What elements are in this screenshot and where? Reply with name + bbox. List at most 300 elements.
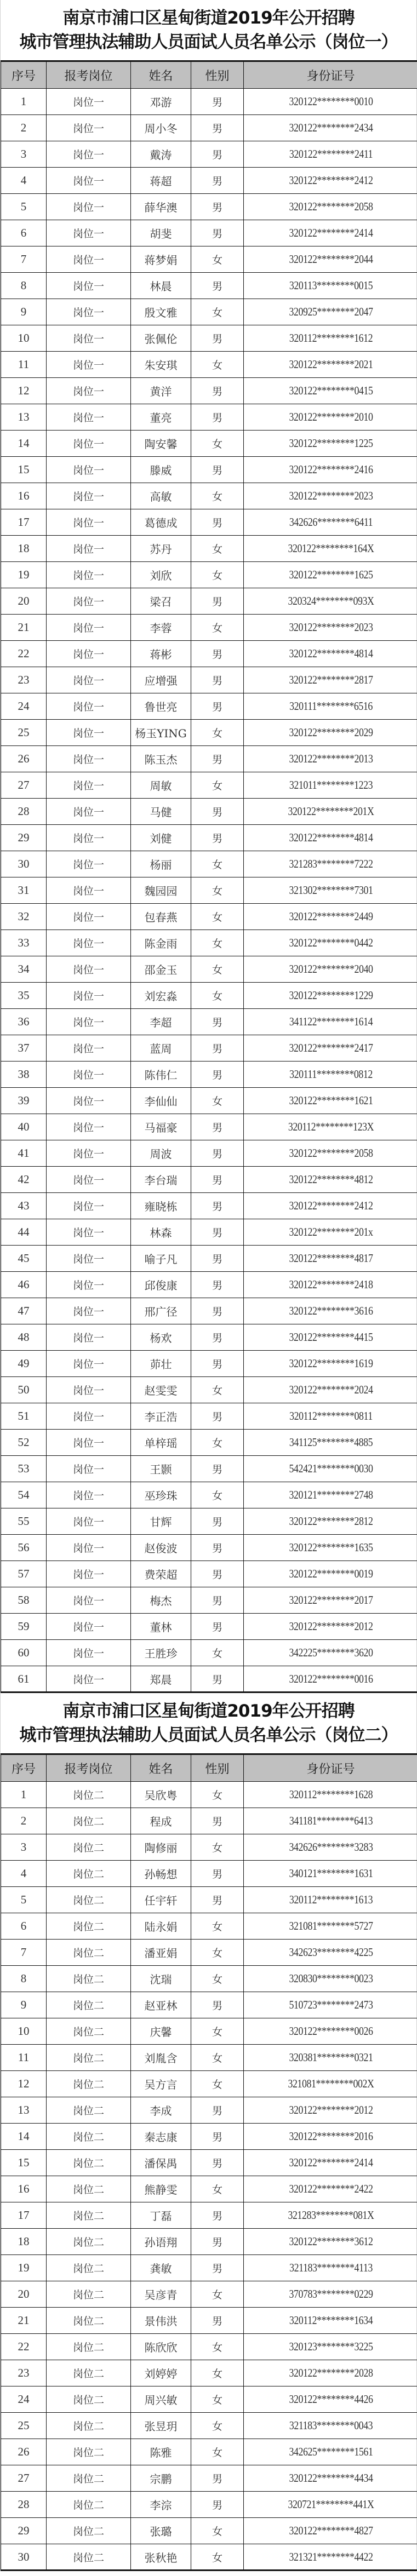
cell-id-number: 320122********2417 bbox=[256, 1035, 404, 1062]
cell-id-number: 342623********4225 bbox=[256, 1940, 404, 1966]
cell-post: 岗位一 bbox=[47, 273, 131, 299]
table-row bbox=[1, 2544, 417, 2571]
cell-name: 朱安琪 bbox=[131, 352, 191, 378]
cell-post: 岗位一 bbox=[47, 1219, 131, 1246]
cell-name: 陈金雨 bbox=[131, 930, 191, 956]
cell-seq: 59 bbox=[1, 1614, 47, 1640]
cell-post: 岗位一 bbox=[47, 667, 131, 693]
cell-post: 岗位二 bbox=[47, 2465, 131, 2492]
table-row bbox=[1, 667, 417, 693]
cell-id-number: 320122********1625 bbox=[256, 562, 404, 588]
cell-id-number: 321081********002X bbox=[256, 2071, 404, 2097]
cell-id-number: 320122********0016 bbox=[256, 1666, 404, 1693]
cell-post: 岗位一 bbox=[47, 168, 131, 194]
cell-gender: 女 bbox=[191, 956, 244, 983]
table-row bbox=[1, 2439, 417, 2465]
cell-seq: 7 bbox=[1, 1940, 47, 1966]
cell-name: 丁磊 bbox=[131, 2202, 191, 2229]
cell-gender: 男 bbox=[191, 588, 244, 615]
cell-seq: 56 bbox=[1, 1535, 47, 1561]
cell-gender: 男 bbox=[191, 1272, 244, 1298]
cell-post: 岗位一 bbox=[47, 352, 131, 378]
cell-id-number: 320122********1619 bbox=[256, 1351, 404, 1377]
table-row bbox=[1, 220, 417, 246]
cell-id-number: 320122********4426 bbox=[256, 2386, 404, 2413]
table-row bbox=[1, 89, 417, 115]
cell-name: 葛德成 bbox=[131, 509, 191, 536]
cell-id-number: 320122********2817 bbox=[256, 667, 404, 693]
cell-seq: 61 bbox=[1, 1666, 47, 1693]
cell-seq: 20 bbox=[1, 588, 47, 615]
cell-seq: 14 bbox=[1, 2124, 47, 2150]
cell-gender: 女 bbox=[191, 352, 244, 378]
cell-seq: 3 bbox=[1, 141, 47, 168]
table-row bbox=[1, 1808, 417, 1834]
cell-id-number: 320122********4812 bbox=[256, 1167, 404, 1193]
cell-seq: 29 bbox=[1, 825, 47, 851]
cell-post: 岗位二 bbox=[47, 2018, 131, 2045]
cell-seq: 44 bbox=[1, 1219, 47, 1246]
cell-seq: 53 bbox=[1, 1456, 47, 1482]
cell-id-number: 341181********6413 bbox=[256, 1808, 404, 1834]
table-row bbox=[1, 483, 417, 509]
cell-seq: 22 bbox=[1, 2334, 47, 2360]
cell-post: 岗位一 bbox=[47, 1324, 131, 1351]
header-name: 姓名 bbox=[131, 61, 191, 89]
cell-post: 岗位二 bbox=[47, 2518, 131, 2544]
cell-gender: 女 bbox=[191, 1782, 244, 1808]
table-row bbox=[1, 2176, 417, 2202]
cell-post: 岗位二 bbox=[47, 2071, 131, 2097]
table-row bbox=[1, 1561, 417, 1587]
cell-id-number: 320324********093X bbox=[256, 588, 404, 615]
cell-id-number: 320122********2024 bbox=[256, 1377, 404, 1403]
cell-gender: 男 bbox=[191, 194, 244, 220]
cell-post: 岗位一 bbox=[47, 1482, 131, 1508]
cell-gender: 女 bbox=[191, 2045, 244, 2071]
cell-post: 岗位二 bbox=[47, 1913, 131, 1940]
cell-id-number: 321321********4422 bbox=[256, 2544, 404, 2571]
cell-name: 赵亚林 bbox=[131, 1992, 191, 2018]
cell-seq: 58 bbox=[1, 1587, 47, 1614]
cell-gender: 男 bbox=[191, 746, 244, 772]
cell-name: 杨玉YING bbox=[131, 720, 191, 746]
cell-id-number: 342626********3283 bbox=[256, 1834, 404, 1861]
cell-name: 张昱玥 bbox=[131, 2413, 191, 2439]
cell-post: 岗位一 bbox=[47, 536, 131, 562]
cell-post: 岗位一 bbox=[47, 1403, 131, 1430]
table-row bbox=[1, 404, 417, 431]
cell-gender: 男 bbox=[191, 1614, 244, 1640]
table-row bbox=[1, 457, 417, 483]
cell-post: 岗位一 bbox=[47, 325, 131, 352]
cell-seq: 47 bbox=[1, 1298, 47, 1324]
cell-post: 岗位二 bbox=[47, 2176, 131, 2202]
table-row bbox=[1, 509, 417, 536]
cell-seq: 55 bbox=[1, 1508, 47, 1535]
cell-gender: 男 bbox=[191, 1140, 244, 1167]
cell-id-number: 321283********7222 bbox=[256, 851, 404, 877]
cell-name: 包春燕 bbox=[131, 904, 191, 930]
cell-post: 岗位一 bbox=[47, 825, 131, 851]
cell-id-number: 320121********2748 bbox=[256, 1482, 404, 1508]
section-post-1 bbox=[1, 0, 416, 1693]
cell-gender: 男 bbox=[191, 799, 244, 825]
table-row bbox=[1, 141, 417, 168]
cell-post: 岗位一 bbox=[47, 588, 131, 615]
cell-gender: 男 bbox=[191, 273, 244, 299]
cell-seq: 26 bbox=[1, 2439, 47, 2465]
cell-id-number: 320122********2412 bbox=[256, 168, 404, 194]
cell-post: 岗位一 bbox=[47, 1193, 131, 1219]
cell-gender: 女 bbox=[191, 1913, 244, 1940]
cell-seq: 16 bbox=[1, 2176, 47, 2202]
header-id-number: 身份证号 bbox=[244, 61, 417, 89]
cell-seq: 8 bbox=[1, 1966, 47, 1992]
cell-id-number: 542421********0030 bbox=[256, 1456, 404, 1482]
cell-name: 林晨 bbox=[131, 273, 191, 299]
cell-seq: 15 bbox=[1, 457, 47, 483]
cell-gender: 男 bbox=[191, 1298, 244, 1324]
cell-seq: 19 bbox=[1, 562, 47, 588]
cell-post: 岗位一 bbox=[47, 641, 131, 667]
cell-seq: 34 bbox=[1, 956, 47, 983]
table-row bbox=[1, 2308, 417, 2334]
cell-name: 孙语翔 bbox=[131, 2229, 191, 2255]
table-row bbox=[1, 194, 417, 220]
cell-id-number: 320122********2010 bbox=[256, 404, 404, 431]
cell-name: 刘健 bbox=[131, 825, 191, 851]
cell-gender: 男 bbox=[191, 667, 244, 693]
cell-seq: 29 bbox=[1, 2518, 47, 2544]
table-body bbox=[1, 1782, 417, 2571]
cell-seq: 52 bbox=[1, 1430, 47, 1456]
cell-post: 岗位二 bbox=[47, 2229, 131, 2255]
cell-seq: 38 bbox=[1, 1062, 47, 1088]
cell-id-number: 320122********0026 bbox=[256, 2018, 404, 2045]
cell-id-number: 320122********2016 bbox=[256, 2124, 404, 2150]
table-row bbox=[1, 2071, 417, 2097]
cell-seq: 18 bbox=[1, 536, 47, 562]
table-header-row bbox=[1, 61, 417, 89]
cell-id-number: 320112********1613 bbox=[256, 1887, 404, 1913]
cell-name: 潘亚娟 bbox=[131, 1940, 191, 1966]
table-row bbox=[1, 930, 417, 956]
table-row bbox=[1, 2360, 417, 2386]
cell-name: 陶修丽 bbox=[131, 1834, 191, 1861]
cell-gender: 男 bbox=[191, 1403, 244, 1430]
cell-post: 岗位一 bbox=[47, 877, 131, 904]
cell-id-number: 342625********1561 bbox=[256, 2439, 404, 2465]
header-gender: 性别 bbox=[191, 61, 244, 89]
cell-post: 岗位二 bbox=[47, 2097, 131, 2124]
table-row bbox=[1, 168, 417, 194]
cell-id-number: 320123********3225 bbox=[256, 2334, 404, 2360]
cell-gender: 男 bbox=[191, 1508, 244, 1535]
table-row bbox=[1, 2386, 417, 2413]
cell-post: 岗位一 bbox=[47, 720, 131, 746]
table-row bbox=[1, 1992, 417, 2018]
cell-post: 岗位二 bbox=[47, 2413, 131, 2439]
cell-gender: 男 bbox=[191, 220, 244, 246]
cell-name: 周波 bbox=[131, 1140, 191, 1167]
table-row bbox=[1, 2334, 417, 2360]
candidate-table-post-2 bbox=[1, 1753, 417, 2571]
table-row bbox=[1, 1193, 417, 1219]
cell-post: 岗位一 bbox=[47, 299, 131, 325]
cell-seq: 49 bbox=[1, 1351, 47, 1377]
cell-gender: 男 bbox=[191, 1193, 244, 1219]
cell-name: 景伟洪 bbox=[131, 2308, 191, 2334]
cell-gender: 男 bbox=[191, 2097, 244, 2124]
cell-gender: 男 bbox=[191, 1535, 244, 1561]
cell-id-number: 340121********1631 bbox=[256, 1861, 404, 1887]
cell-post: 岗位一 bbox=[47, 1456, 131, 1482]
cell-name: 龚敏 bbox=[131, 2255, 191, 2281]
cell-name: 雍晓栋 bbox=[131, 1193, 191, 1219]
cell-seq: 13 bbox=[1, 2097, 47, 2124]
table-row bbox=[1, 615, 417, 641]
cell-id-number: 320112********1612 bbox=[256, 325, 404, 352]
cell-gender: 女 bbox=[191, 562, 244, 588]
cell-gender: 男 bbox=[191, 141, 244, 168]
cell-seq: 23 bbox=[1, 667, 47, 693]
table-row bbox=[1, 1834, 417, 1861]
cell-id-number: 320122********201x bbox=[256, 1219, 404, 1246]
cell-post: 岗位一 bbox=[47, 1351, 131, 1377]
cell-name: 周小冬 bbox=[131, 115, 191, 141]
table-row bbox=[1, 983, 417, 1009]
cell-id-number: 320122********2422 bbox=[256, 2176, 404, 2202]
cell-gender: 女 bbox=[191, 983, 244, 1009]
cell-id-number: 320122********4827 bbox=[256, 2518, 404, 2544]
cell-id-number: 320122********2449 bbox=[256, 904, 404, 930]
cell-seq: 25 bbox=[1, 2413, 47, 2439]
table-row bbox=[1, 2413, 417, 2439]
cell-name: 任宇轩 bbox=[131, 1887, 191, 1913]
cell-seq: 2 bbox=[1, 1808, 47, 1834]
cell-post: 岗位一 bbox=[47, 1508, 131, 1535]
cell-seq: 14 bbox=[1, 431, 47, 457]
cell-seq: 9 bbox=[1, 299, 47, 325]
cell-gender: 女 bbox=[191, 2071, 244, 2097]
table-row bbox=[1, 378, 417, 404]
cell-seq: 4 bbox=[1, 1861, 47, 1887]
table-row bbox=[1, 1430, 417, 1456]
cell-name: 熊静雯 bbox=[131, 2176, 191, 2202]
cell-seq: 36 bbox=[1, 1009, 47, 1035]
header-gender: 性别 bbox=[191, 1754, 244, 1782]
cell-name: 张璐 bbox=[131, 2518, 191, 2544]
cell-gender: 女 bbox=[191, 2018, 244, 2045]
cell-gender: 男 bbox=[191, 641, 244, 667]
cell-name: 单梓瑶 bbox=[131, 1430, 191, 1456]
cell-name: 鲁世亮 bbox=[131, 693, 191, 720]
cell-id-number: 320122********0442 bbox=[256, 930, 404, 956]
table-row bbox=[1, 1587, 417, 1614]
table-row bbox=[1, 2097, 417, 2124]
cell-id-number: 320122********0415 bbox=[256, 378, 404, 404]
cell-name: 滕威 bbox=[131, 457, 191, 483]
cell-seq: 31 bbox=[1, 877, 47, 904]
cell-post: 岗位一 bbox=[47, 956, 131, 983]
cell-id-number: 320122********4814 bbox=[256, 641, 404, 667]
header-id-number: 身份证号 bbox=[244, 1754, 417, 1782]
cell-name: 董林 bbox=[131, 1614, 191, 1640]
table-row bbox=[1, 1640, 417, 1666]
table-row bbox=[1, 851, 417, 877]
cell-post: 岗位二 bbox=[47, 2360, 131, 2386]
table-row bbox=[1, 588, 417, 615]
cell-seq: 11 bbox=[1, 352, 47, 378]
cell-seq: 20 bbox=[1, 2281, 47, 2308]
cell-id-number: 320122********1229 bbox=[256, 983, 404, 1009]
cell-name: 李台瑞 bbox=[131, 1167, 191, 1193]
cell-post: 岗位二 bbox=[47, 2544, 131, 2571]
cell-gender: 女 bbox=[191, 431, 244, 457]
cell-gender: 女 bbox=[191, 1088, 244, 1114]
cell-seq: 51 bbox=[1, 1403, 47, 1430]
cell-name: 张佩伦 bbox=[131, 325, 191, 352]
cell-seq: 41 bbox=[1, 1140, 47, 1167]
cell-gender: 女 bbox=[191, 930, 244, 956]
cell-id-number: 321302********7301 bbox=[256, 877, 404, 904]
cell-post: 岗位一 bbox=[47, 1246, 131, 1272]
cell-post: 岗位一 bbox=[47, 930, 131, 956]
cell-id-number: 320122********2040 bbox=[256, 956, 404, 983]
cell-post: 岗位二 bbox=[47, 1808, 131, 1834]
cell-name: 陈玉杰 bbox=[131, 746, 191, 772]
cell-gender: 男 bbox=[191, 168, 244, 194]
cell-gender: 男 bbox=[191, 1009, 244, 1035]
cell-name: 李超 bbox=[131, 1009, 191, 1035]
cell-post: 岗位一 bbox=[47, 693, 131, 720]
cell-gender: 男 bbox=[191, 1456, 244, 1482]
cell-name: 庆馨 bbox=[131, 2018, 191, 2045]
cell-seq: 50 bbox=[1, 1377, 47, 1403]
table-row bbox=[1, 1482, 417, 1508]
cell-id-number: 321011********1223 bbox=[256, 772, 404, 799]
cell-id-number: 320122********2028 bbox=[256, 2360, 404, 2386]
cell-seq: 42 bbox=[1, 1167, 47, 1193]
cell-seq: 24 bbox=[1, 693, 47, 720]
cell-id-number: 320122********2414 bbox=[256, 2150, 404, 2176]
table-row bbox=[1, 352, 417, 378]
cell-gender: 女 bbox=[191, 720, 244, 746]
cell-seq: 26 bbox=[1, 746, 47, 772]
cell-name: 邢广径 bbox=[131, 1298, 191, 1324]
cell-seq: 5 bbox=[1, 194, 47, 220]
table-row bbox=[1, 772, 417, 799]
cell-post: 岗位二 bbox=[47, 2308, 131, 2334]
cell-gender: 男 bbox=[191, 1324, 244, 1351]
cell-id-number: 320112********123X bbox=[256, 1114, 404, 1140]
cell-seq: 21 bbox=[1, 2308, 47, 2334]
table-row bbox=[1, 1140, 417, 1167]
cell-gender: 女 bbox=[191, 2518, 244, 2544]
table-row bbox=[1, 1535, 417, 1561]
cell-post: 岗位一 bbox=[47, 89, 131, 115]
cell-name: 秦志康 bbox=[131, 2124, 191, 2150]
table-row bbox=[1, 299, 417, 325]
cell-seq: 60 bbox=[1, 1640, 47, 1666]
table-row bbox=[1, 2281, 417, 2308]
cell-post: 岗位一 bbox=[47, 1114, 131, 1140]
cell-seq: 16 bbox=[1, 483, 47, 509]
cell-name: 邵金玉 bbox=[131, 956, 191, 983]
cell-seq: 35 bbox=[1, 983, 47, 1009]
cell-id-number: 320925********2047 bbox=[256, 299, 404, 325]
table-row bbox=[1, 325, 417, 352]
cell-gender: 女 bbox=[191, 772, 244, 799]
cell-seq: 3 bbox=[1, 1834, 47, 1861]
cell-id-number: 320122********3616 bbox=[256, 1298, 404, 1324]
cell-id-number: 320122********2058 bbox=[256, 194, 404, 220]
table-row bbox=[1, 2518, 417, 2544]
cell-seq: 10 bbox=[1, 325, 47, 352]
cell-name: 李正浩 bbox=[131, 1403, 191, 1430]
table-row bbox=[1, 799, 417, 825]
cell-gender: 男 bbox=[191, 378, 244, 404]
cell-post: 岗位二 bbox=[47, 1834, 131, 1861]
table-row bbox=[1, 2202, 417, 2229]
candidate-table-post-1 bbox=[1, 60, 417, 1693]
cell-name: 邱俊康 bbox=[131, 1272, 191, 1298]
cell-name: 胡斐 bbox=[131, 220, 191, 246]
header-name: 姓名 bbox=[131, 1754, 191, 1782]
table-row bbox=[1, 431, 417, 457]
cell-name: 刘欣 bbox=[131, 562, 191, 588]
cell-id-number: 320122********2044 bbox=[256, 246, 404, 273]
cell-seq: 6 bbox=[1, 1913, 47, 1940]
cell-seq: 28 bbox=[1, 799, 47, 825]
cell-gender: 女 bbox=[191, 904, 244, 930]
table-row bbox=[1, 1298, 417, 1324]
table-row bbox=[1, 115, 417, 141]
table-row bbox=[1, 1351, 417, 1377]
cell-seq: 17 bbox=[1, 509, 47, 536]
cell-name: 程成 bbox=[131, 1808, 191, 1834]
section-title bbox=[1, 1693, 416, 1753]
cell-seq: 17 bbox=[1, 2202, 47, 2229]
table-row bbox=[1, 877, 417, 904]
table-row bbox=[1, 1614, 417, 1640]
cell-id-number: 320122********2017 bbox=[256, 1587, 404, 1614]
cell-gender: 男 bbox=[191, 1167, 244, 1193]
title-line-1: 南京市浦口区星甸街道2019年公开招聘 bbox=[62, 1701, 355, 1721]
cell-post: 岗位一 bbox=[47, 1430, 131, 1456]
cell-seq: 24 bbox=[1, 2386, 47, 2413]
cell-id-number: 320111********0812 bbox=[256, 1062, 404, 1088]
cell-id-number: 320122********2416 bbox=[256, 457, 404, 483]
table-row bbox=[1, 1324, 417, 1351]
table-row bbox=[1, 2045, 417, 2071]
cell-gender: 女 bbox=[191, 536, 244, 562]
section-post-2 bbox=[1, 1693, 416, 2571]
cell-post: 岗位一 bbox=[47, 1614, 131, 1640]
cell-name: 薛华澳 bbox=[131, 194, 191, 220]
cell-post: 岗位一 bbox=[47, 1640, 131, 1666]
cell-post: 岗位二 bbox=[47, 2202, 131, 2229]
header-post: 报考岗位 bbox=[47, 1754, 131, 1782]
table-row bbox=[1, 1913, 417, 1940]
cell-post: 岗位一 bbox=[47, 404, 131, 431]
cell-seq: 54 bbox=[1, 1482, 47, 1508]
cell-id-number: 320122********2058 bbox=[256, 1140, 404, 1167]
cell-id-number: 370783********0229 bbox=[256, 2281, 404, 2308]
cell-gender: 女 bbox=[191, 2176, 244, 2202]
cell-post: 岗位二 bbox=[47, 1887, 131, 1913]
